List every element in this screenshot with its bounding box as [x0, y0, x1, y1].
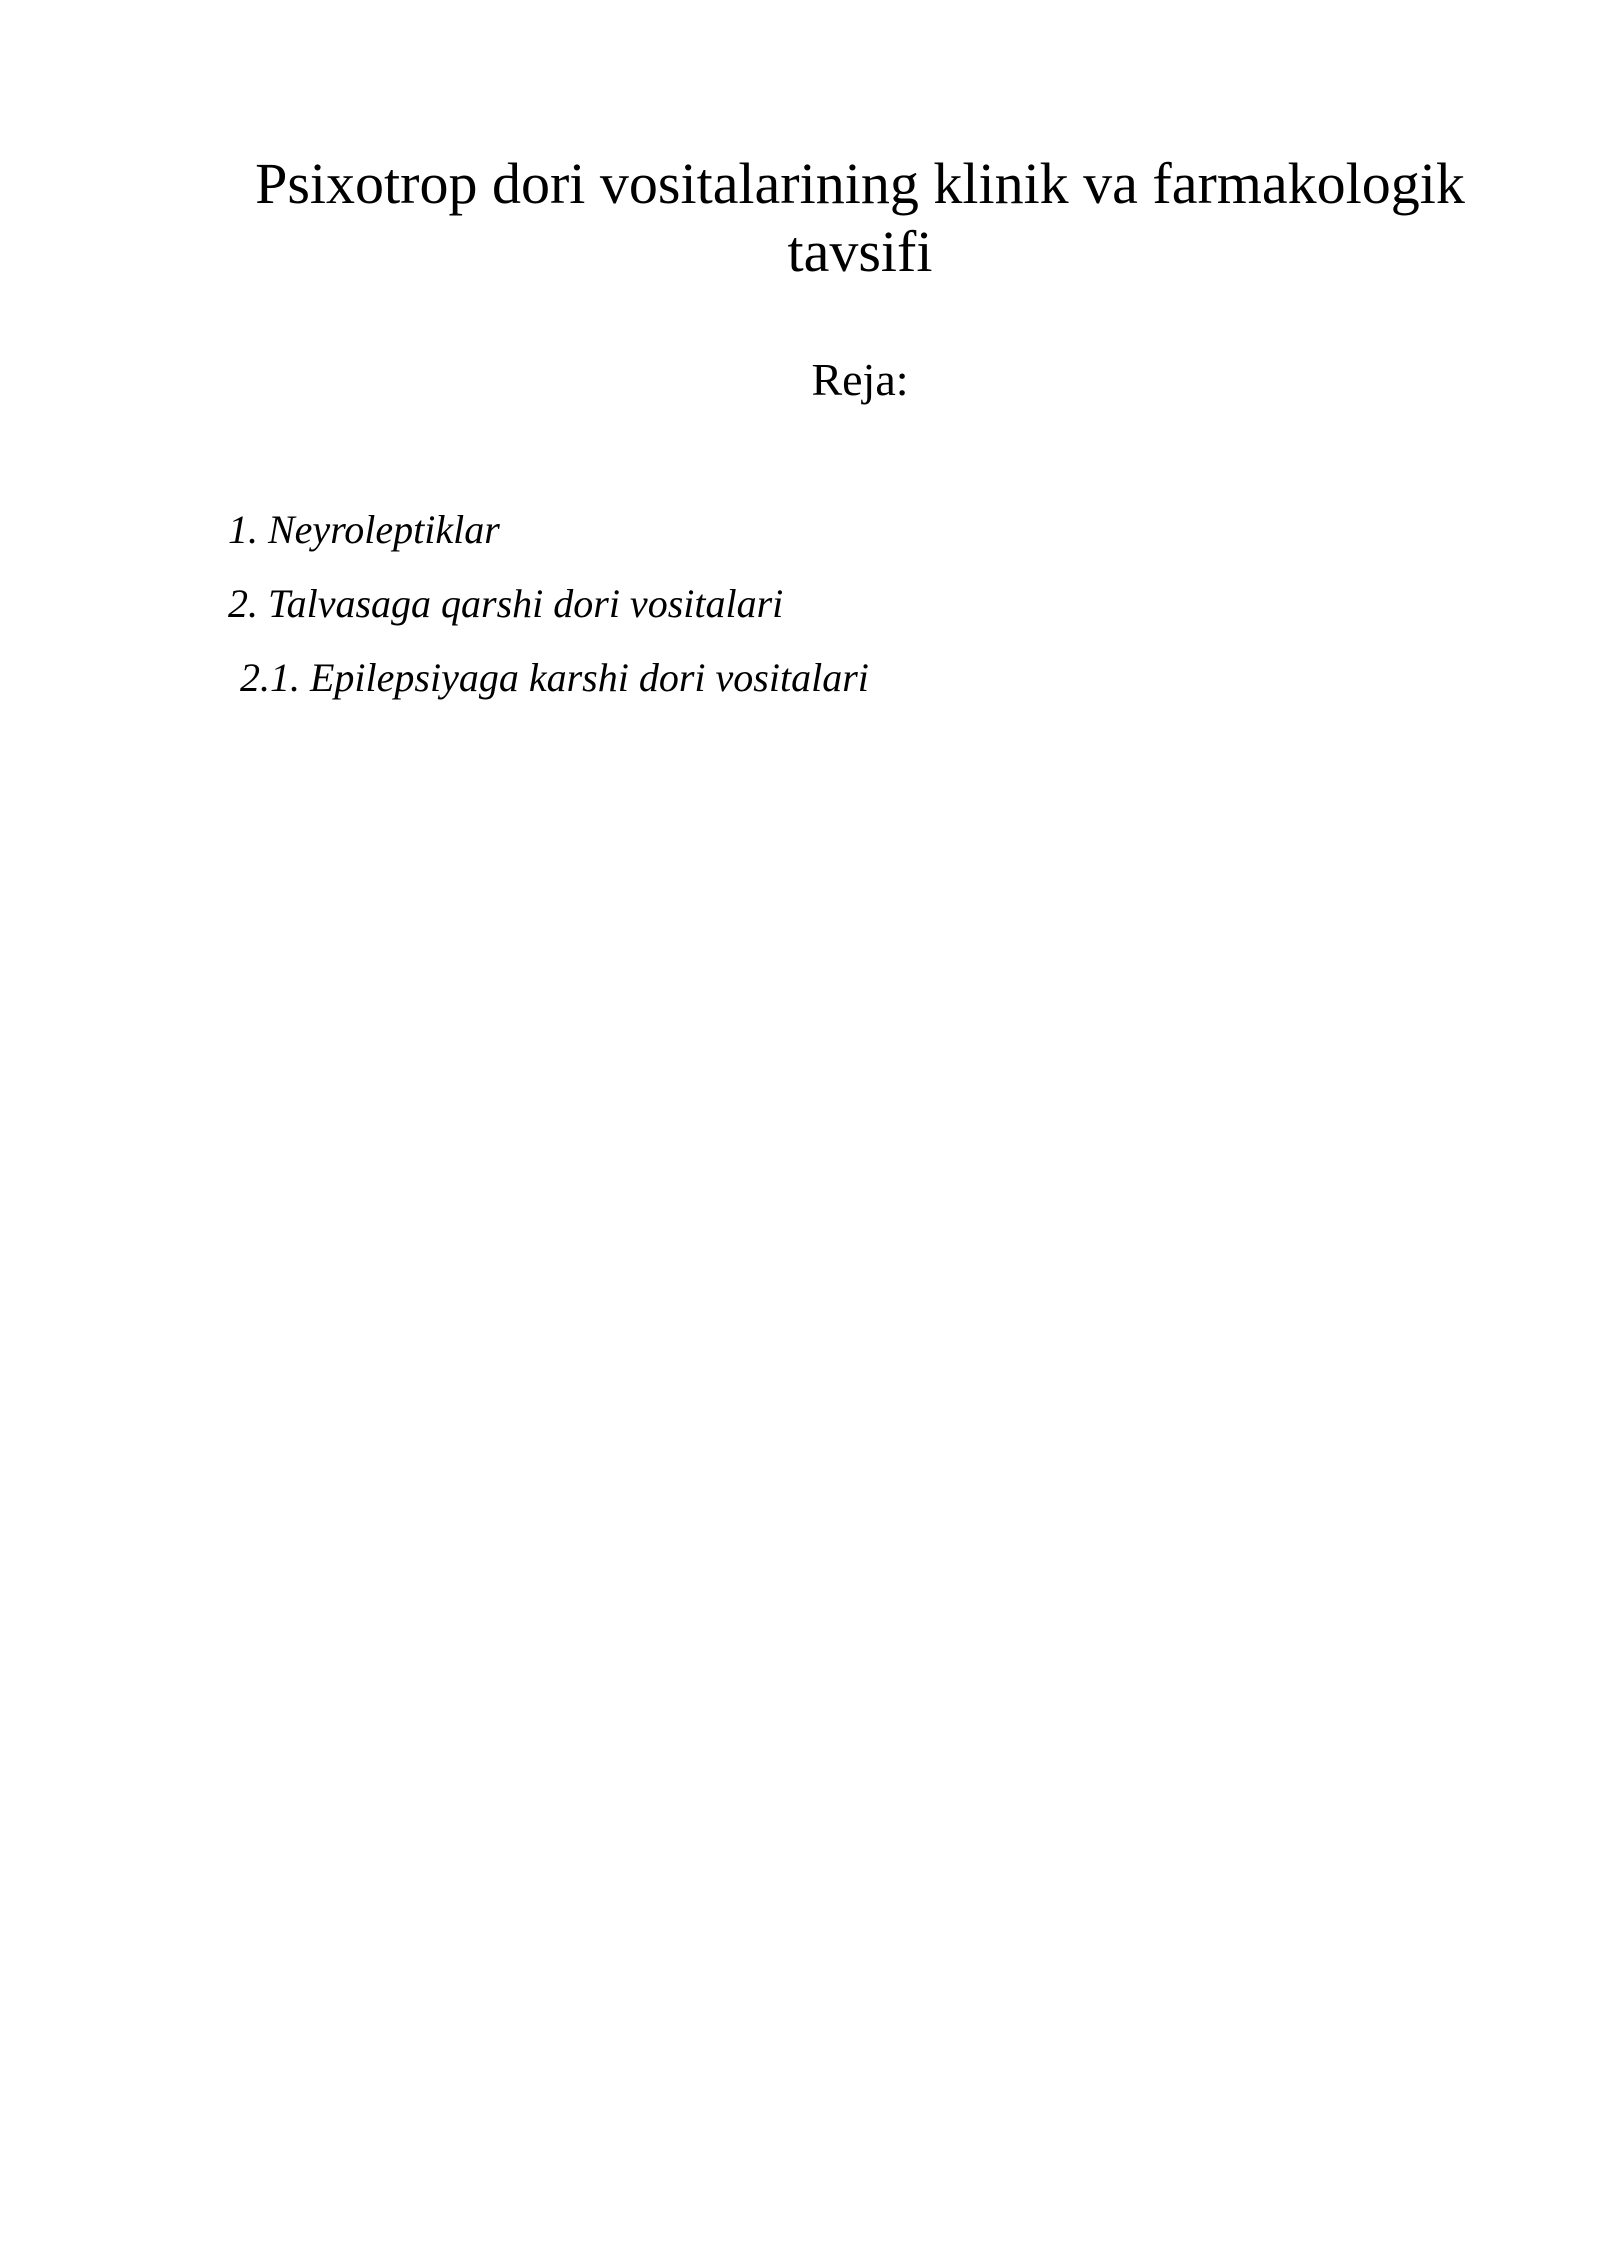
- document-title: Psixotrop dori vositalarining klinik va farmakologik tavsifi: [255, 151, 1465, 284]
- plan-item-2-1: 2.1. Epilepsiyaga karshi dori vositalari: [240, 655, 869, 700]
- plan-item-2: 2. Talvasaga qarshi dori vositalari: [228, 581, 784, 626]
- plan-item-1: 1. Neyroleptiklar: [228, 507, 500, 552]
- plan-list: [228, 500, 869, 722]
- plan-heading: Reja:: [811, 354, 909, 405]
